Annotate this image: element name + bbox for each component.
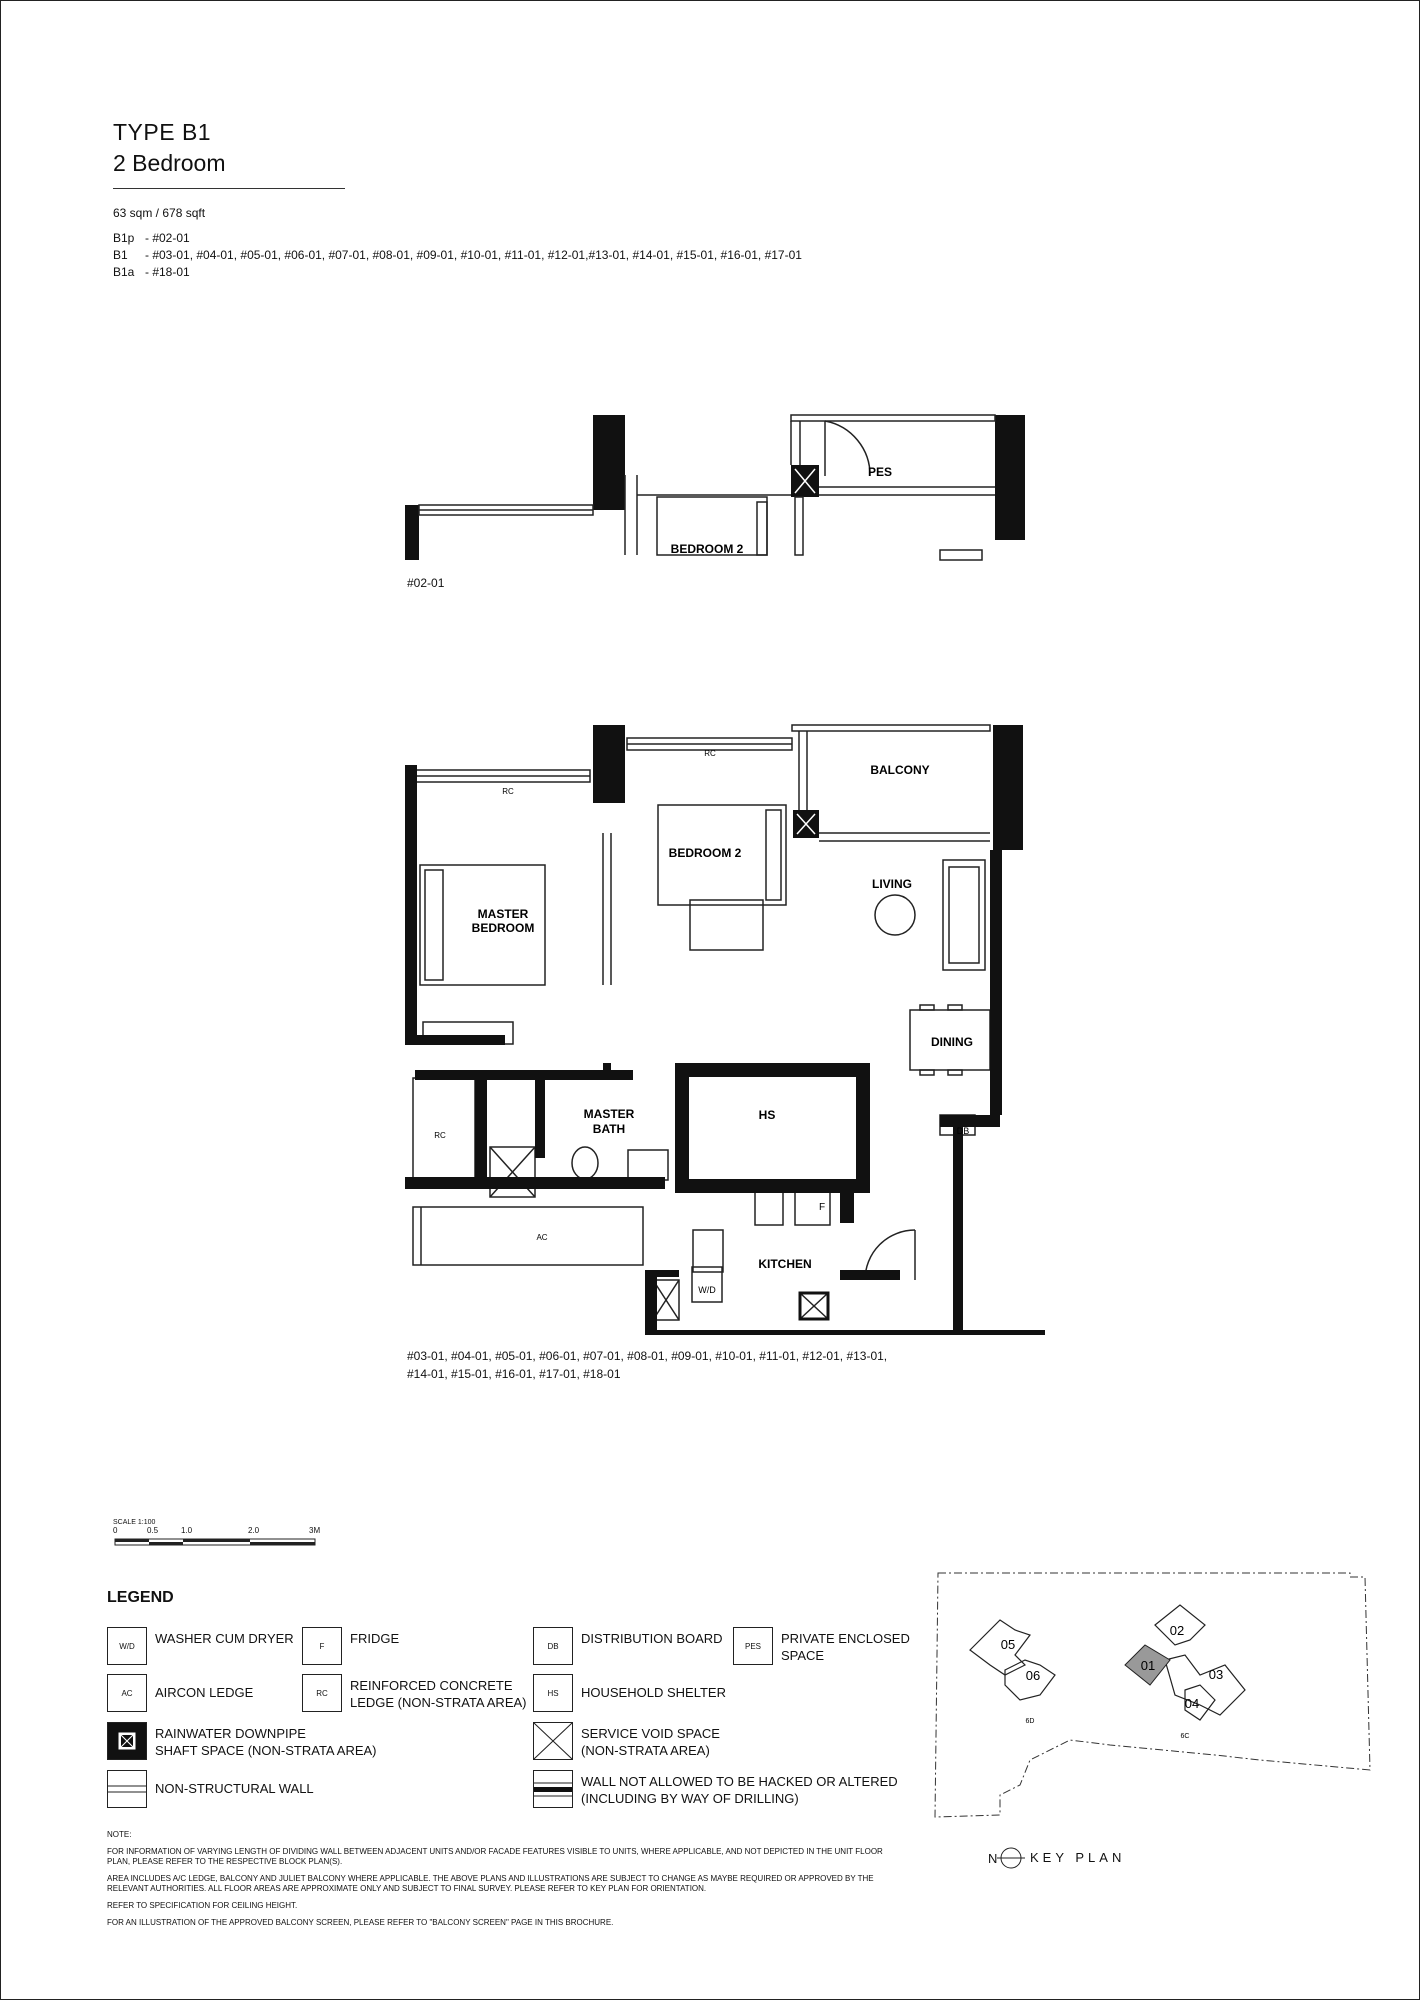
protected-wall-symbol [533,1770,573,1808]
label-hs: HS [758,1108,776,1122]
label-rc: RC [704,749,716,758]
legend-label: (NON-STRATA AREA) [581,1743,710,1758]
legend-item [533,1722,720,1760]
keyplan-unit: 06 [1025,1668,1041,1683]
label-balcony: BALCONY [870,763,930,777]
unit-type-title: TYPE B1 [113,119,212,145]
caption-line: #03-01, #04-01, #05-01, #06-01, #07-01, #08-01, #09-01, #10-01, #11-01, #12-01, #13-01, [407,1349,888,1363]
legend-item [733,1627,910,1665]
legend-item [302,1674,527,1712]
legend-code-box: RC [302,1674,342,1712]
legend-label: REINFORCED CONCRETE [350,1678,513,1693]
note-text: REFER TO SPECIFICATION FOR CEILING HEIGHT. [107,1901,298,1910]
keyplan-unit: 02 [1169,1623,1185,1638]
legend-label: SPACE [781,1648,825,1663]
label-dining: DINING [931,1035,973,1049]
variant-code: B1 [113,248,128,262]
label-rc: RC [502,787,514,796]
note-text: AREA INCLUDES A/C LEDGE, BALCONY AND JULIET BALCONY WHERE APPLICABLE. THE ABOVE PLANS AND ILLUSTRATIONS ARE SUBJECT TO CHANGE AS MAYBE REQUIRED OR APPROVED BY THE RELEVANT AUTHORITIES. ALL FLOOR AREAS ARE APPROXIMATE ONLY AND SUBJECT TO FINAL SURVEY. PLEASE REFER TO KEY PLAN FOR ORIENTATION. [107,1874,874,1893]
legend-label: NON-STRUCTURAL WALL [155,1781,314,1796]
header-divider [113,188,345,189]
label-pes: PES [867,465,893,479]
variant-units: - #02-01 [145,231,190,245]
label-washer-dryer: W/D [698,1285,716,1295]
rainwater-downpipe-symbol [107,1722,147,1760]
service-void-symbol [533,1722,573,1760]
notes-heading: NOTE: [107,1830,132,1839]
keyplan-unit: 05 [1000,1637,1016,1652]
legend-label: HOUSEHOLD SHELTER [581,1685,726,1700]
scale-tick: 0.5 [147,1526,159,1535]
key-plan-label: KEY PLAN [1030,1850,1126,1865]
legend-code-box: AC [107,1674,147,1712]
keyplan-unit: 03 [1208,1667,1224,1682]
main-floor-plan [395,715,1045,1335]
legend-label: (INCLUDING BY WAY OF DRILLING) [581,1791,799,1806]
legend-label: DISTRIBUTION BOARD [581,1631,723,1646]
label-master-bedroom-2: BEDROOM [471,921,535,935]
legend-item [533,1627,723,1665]
legend-label: AIRCON LEDGE [155,1685,254,1700]
legend-title: LEGEND [107,1589,174,1606]
unit-area: 63 sqm / 678 sqft [113,206,206,220]
label-master-bedroom: MASTER [477,907,529,921]
label-master-bath: MASTER [583,1107,635,1121]
label-db: DB [956,1126,970,1136]
legend-code-box: F [302,1627,342,1665]
unit-variant-row [113,247,802,264]
label-bedroom-2: BEDROOM 2 [668,846,742,860]
keyplan-unit: 04 [1184,1696,1200,1711]
scale-tick: 0 [113,1526,118,1535]
label-living: LIVING [871,877,913,891]
legend-code-box: W/D [107,1627,147,1665]
legend-code-box: DB [533,1627,573,1665]
bedroom-count: 2 Bedroom [113,150,226,176]
scale-tick: 2.0 [248,1526,260,1535]
north-arrow [988,1847,1029,1869]
variant-code: B1a [113,265,135,279]
variant-code: B1p [113,231,135,245]
legend-item [533,1770,898,1808]
legend-item [107,1627,294,1665]
variant-units: - #03-01, #04-01, #05-01, #06-01, #07-01, #08-01, #09-01, #10-01, #11-01, #12-01,#13-01, #14-01, #15-01, #16-01, #17-01 [145,248,802,262]
legend-label: SHAFT SPACE (NON-STRATA AREA) [155,1743,377,1758]
main-plan-caption [407,1347,887,1383]
legend-item [107,1770,314,1808]
notes-section [107,1830,887,1935]
keyplan-block: 6C [1180,1733,1190,1740]
note-text: FOR INFORMATION OF VARYING LENGTH OF DIVIDING WALL BETWEEN ADJACENT UNITS AND/OR FACADE FEATURES VISIBLE TO UNITS, WHERE APPLICABLE, AND NOT DEPICTED IN THE UNIT FLOOR PLAN, PLEASE REFER TO THE RESPECTIVE BLOCK PLAN(S). [107,1847,883,1866]
partial-plan-caption: #02-01 [407,576,445,590]
non-structural-wall-symbol [107,1770,147,1808]
keyplan-block: 6D [1025,1718,1035,1725]
legend-item [107,1722,377,1760]
variant-units: - #18-01 [145,265,190,279]
legend-label: WASHER CUM DRYER [155,1631,294,1646]
unit-variant-row [113,230,802,247]
scale-tick: 3M [309,1526,321,1535]
label-master-bath-2: BATH [592,1122,626,1136]
legend-label: PRIVATE ENCLOSED [781,1631,910,1646]
scale-bar-graphic [113,1536,323,1548]
label-ac: AC [536,1233,548,1242]
legend-label: LEDGE (NON-STRATA AREA) [350,1695,527,1710]
unit-variant-row [113,264,802,281]
keyplan-unit-highlighted: 01 [1140,1658,1156,1673]
legend-item [107,1674,253,1712]
legend-label: WALL NOT ALLOWED TO BE HACKED OR ALTERED [581,1774,898,1789]
caption-line: #14-01, #15-01, #16-01, #17-01, #18-01 [407,1367,621,1381]
note-text: FOR AN ILLUSTRATION OF THE APPROVED BALCONY SCREEN, PLEASE REFER TO "BALCONY SCREEN" PAGE IN THIS BROCHURE. [107,1918,614,1927]
legend-code-box: PES [733,1627,773,1665]
label-bedroom-2: BEDROOM 2 [670,542,744,556]
partial-floor-plan [395,405,1035,570]
scale-bar [113,1519,323,1559]
label-rc: RC [434,1131,446,1140]
unit-variant-list [113,230,802,281]
legend-item [533,1674,726,1712]
legend-item [302,1627,399,1665]
legend-label: RAINWATER DOWNPIPE [155,1726,306,1741]
scale-label: SCALE 1:100 [113,1519,156,1526]
scale-tick: 1.0 [181,1526,193,1535]
label-kitchen: KITCHEN [758,1257,812,1271]
legend-label: FRIDGE [350,1631,400,1646]
label-fridge: F [818,1202,826,1213]
legend-label: SERVICE VOID SPACE [581,1726,720,1741]
legend-code-box: HS [533,1674,573,1712]
key-plan [930,1565,1390,1835]
north-label: N [988,1850,998,1866]
